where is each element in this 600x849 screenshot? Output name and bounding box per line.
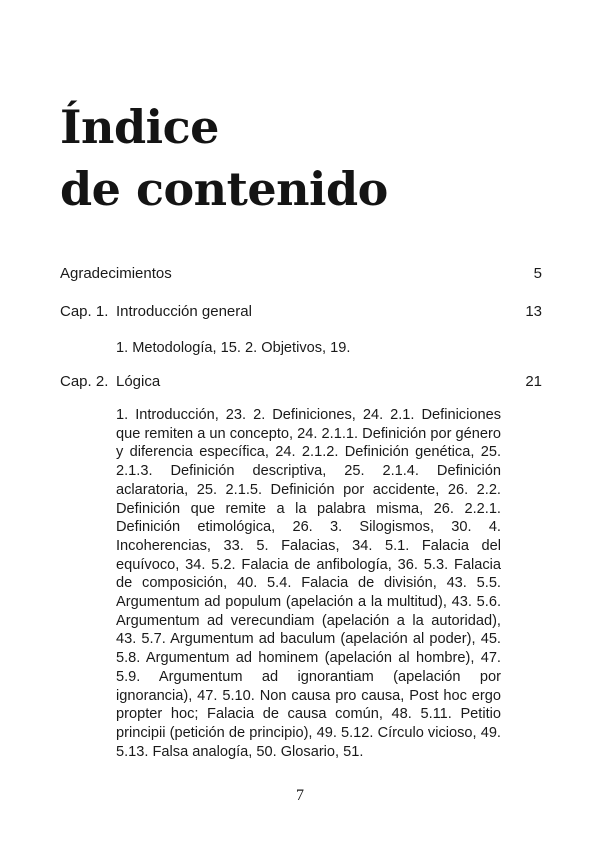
chapter-page: 21 [525, 373, 542, 390]
page-title-line-2: de contenido [60, 162, 388, 216]
chapter-title: Introducción general [116, 303, 252, 320]
chapter-2-subentries: 1. Introducción, 23. 2. Definiciones, 24. 2.1. Definiciones que remiten a un concepto, 24. 2.1.1. Definición por género y diferencia específica, 24. 2.1.2. Definición genética, 25. 2.1.3. Definición descriptiva, 25. 2.1.4. Definición aclaratoria, 25. 2.1.5. Definición por accidente, 26. 2.2. Definición que remite a la palabra misma, 26. 2.2.1. Definición etimológica, 26. 3. Silogismos, 30. 4. Incoherencias, 33. 5. Falacias, 34. 5.1. Falacia del equívoco, 34. 5.2. Falacia de anfibología, 36. 5.3. Falacia de composición, 40. 5.4. Falacia de división, 43. 5.5. Argumentum ad populum (apelación a la multitud), 43. 5.6. Argumentum ad verecundiam (apelación a la autoridad), 43. 5.7. Argumentum ad baculum (apelación al poder), 45. 5.8. Argumentum ad hominem (apelación al hombre), 47. 5.9. Argumentum ad ignorantiam (apelación por ignorancia), 47. 5.10. Non causa pro causa, Post hoc ergo propter hoc; Falacia de causa común, 48. 5.11. Petitio principii (petición de principio), 49. 5.12. Círculo vicioso, 49. 5.13. Falsa analogía, 50. Glosario, 51. [116, 407, 501, 760]
page-title-line-1: Índice [60, 100, 219, 154]
chapter-page: 13 [525, 303, 542, 320]
chapter-number: Cap. 1. [60, 303, 109, 320]
chapter-1-subentries: 1. Metodología, 15. 2. Objetivos, 19. [116, 340, 351, 356]
page-number: 7 [296, 787, 304, 804]
chapter-title: Lógica [116, 373, 161, 390]
toc-entry-page: 5 [533, 265, 542, 282]
page-title [60, 96, 520, 220]
chapter-number: Cap. 2. [60, 373, 109, 390]
toc-entry-label: Agradecimientos [60, 265, 172, 282]
